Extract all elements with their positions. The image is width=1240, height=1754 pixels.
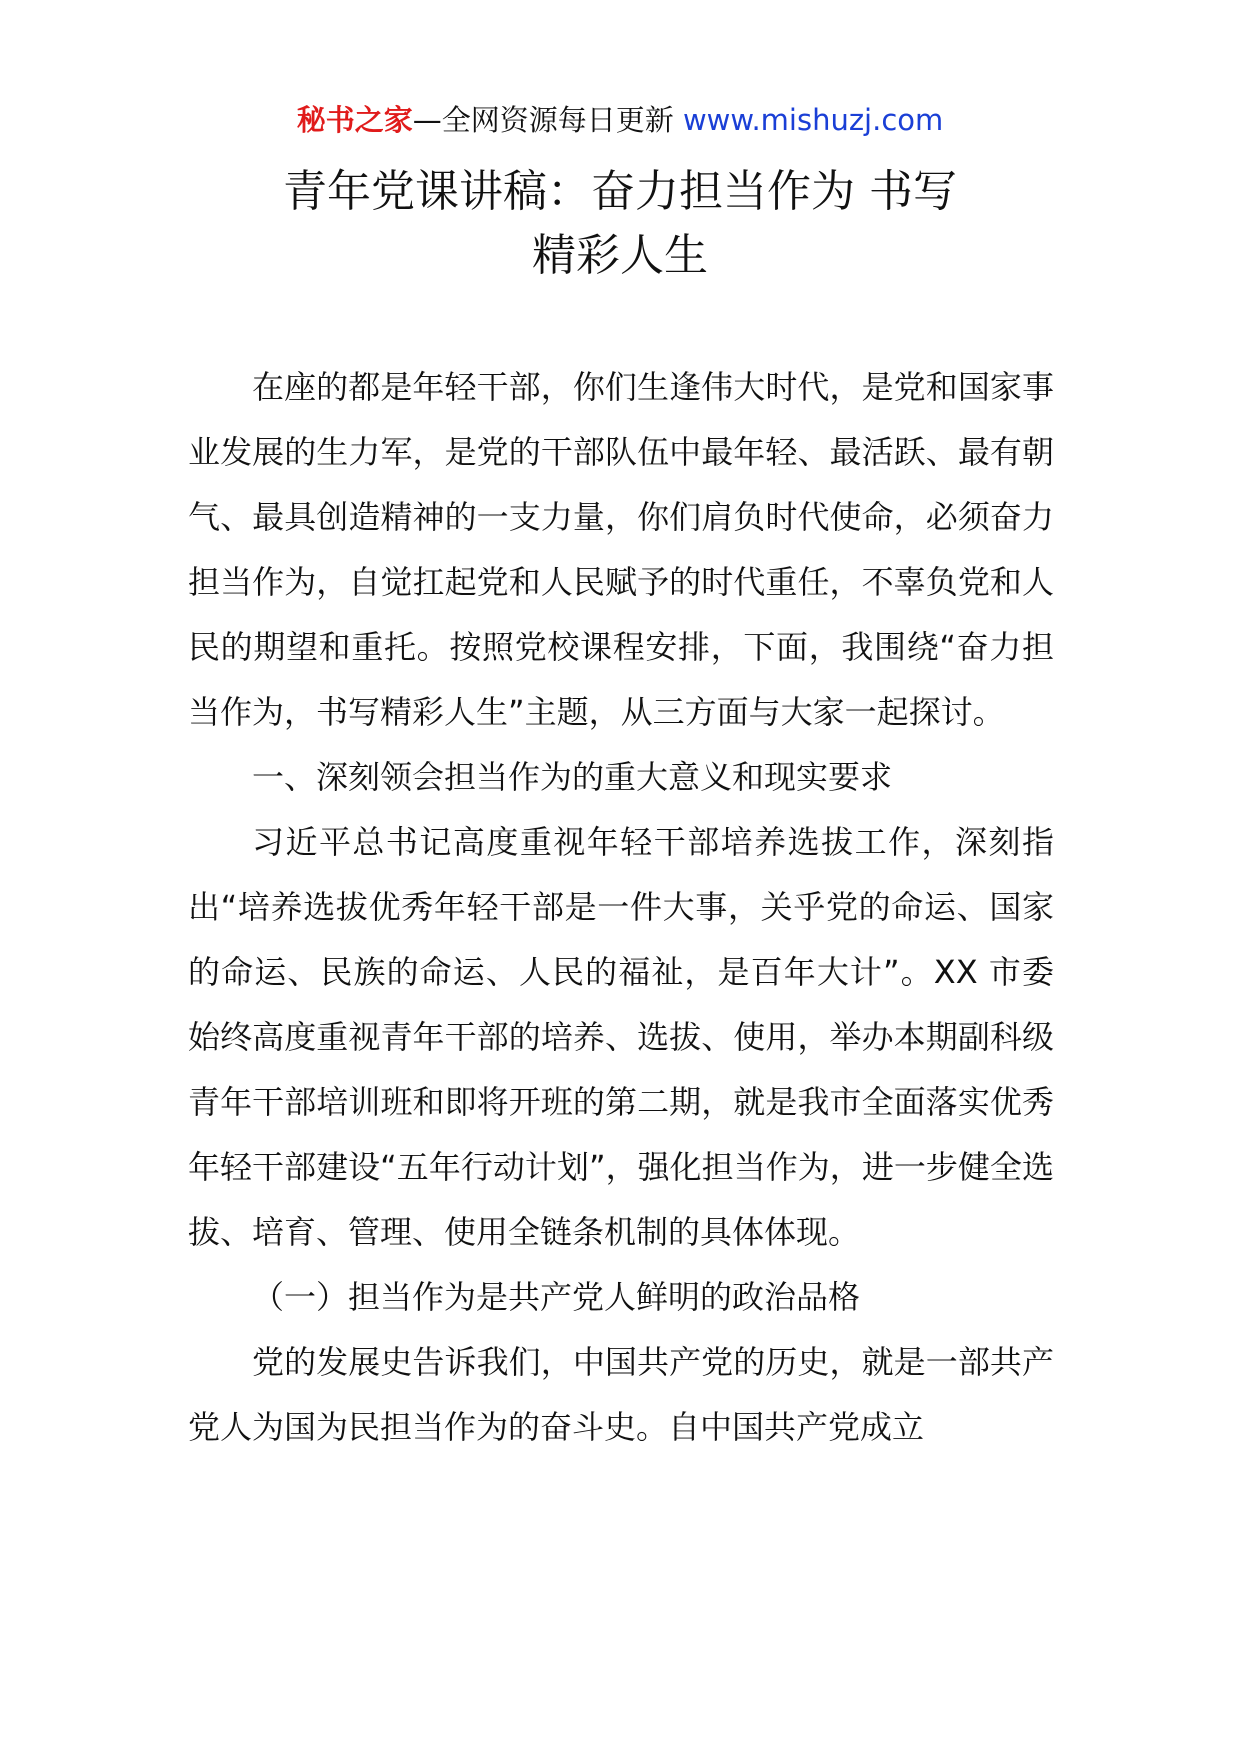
title-line-2: 精彩人生 bbox=[532, 230, 708, 281]
website-link[interactable]: www.mishuzj.com bbox=[682, 103, 944, 137]
paragraph-section-1: 习近平总书记高度重视年轻干部培养选拔工作，深刻指出“培养选拔优秀年轻干部是一件大事，关乎党的命运、国家的命运、民族的命运、人民的福祉，是百年大计”。XX 市委始终高度重视青年干部的培养、选拔、使用，举办本期副科级青年干部培训班和即将开班的第二期，就是我市全面落实优秀年轻干部建设“五年行动计划”，强化担当作为，进一步健全选拔、培育、管理、使用全链条机制的具体体现。 bbox=[188, 823, 1054, 1251]
site-header bbox=[0, 100, 1240, 140]
subsection-heading-1: （一）担当作为是共产党人鲜明的政治品格 bbox=[252, 1278, 861, 1316]
section-heading-1: 一、深刻领会担当作为的重大意义和现实要求 bbox=[252, 758, 893, 796]
document-body bbox=[188, 355, 1054, 1460]
brand-name: 秘书之家 bbox=[296, 103, 413, 137]
paragraph-intro: 在座的都是年轻干部，你们生逢伟大时代，是党和国家事业发展的生力军，是党的干部队伍中最年轻、最活跃、最有朝气、最具创造精神的一支力量，你们肩负时代使命，必须奋力担当作为，自觉扛起党和人民赋予的时代重任，不辜负党和人民的期望和重托。按照党校课程安排，下面，我围绕“奋力担当作为，书写精彩人生”主题，从三方面与大家一起探讨。 bbox=[188, 368, 1054, 731]
paragraph-subsection-1: 党的发展史告诉我们，中国共产党的历史，就是一部共产党人为国为民担当作为的奋斗史。自中国共产党成立 bbox=[188, 1343, 1054, 1446]
header-tagline: —全网资源每日更新 bbox=[412, 103, 683, 137]
document-title bbox=[0, 160, 1240, 288]
title-line-1: 青年党课讲稿：奋力担当作为 书写 bbox=[283, 166, 957, 217]
